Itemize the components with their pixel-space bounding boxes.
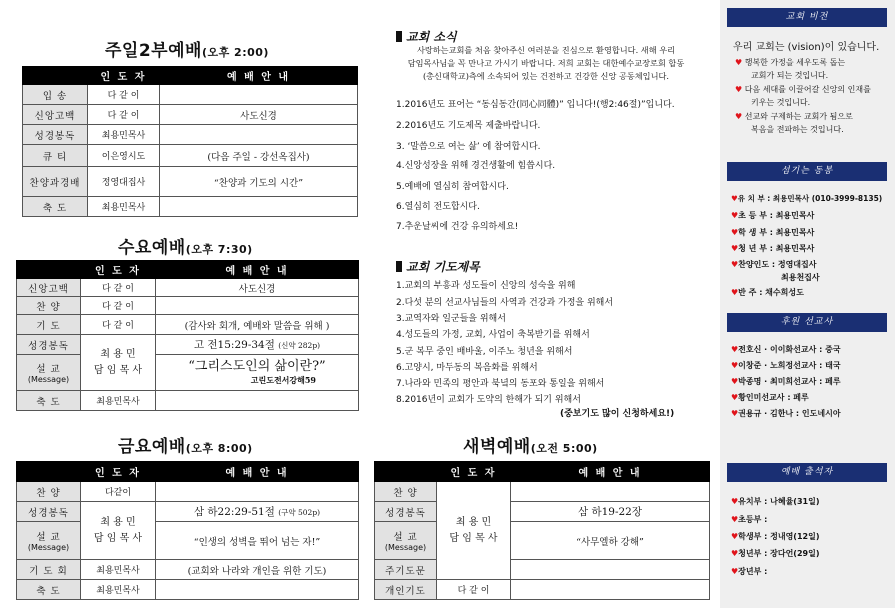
heart-icon: ♥	[731, 515, 739, 524]
row-info	[156, 297, 359, 315]
table-row	[23, 197, 358, 217]
label-sub: (Message)	[27, 375, 70, 384]
scripture-page: (구약 502p)	[278, 508, 321, 517]
row-label: 개인기도	[375, 580, 437, 600]
attendance-item: ♥학생부 : 정내영(12일)	[731, 532, 820, 541]
heart-icon: ♥	[735, 85, 743, 94]
row-leader: 다 같 이	[81, 297, 156, 315]
attendance-item: ♥초등부 :	[731, 515, 768, 524]
vision-item: ♥ 다음 세대를 이끌어갈 신앙의 인재를	[735, 85, 871, 94]
table-header	[17, 261, 359, 279]
scripture-page: (신약 282p)	[278, 341, 321, 350]
row-label: 찬 양	[17, 297, 81, 315]
row-leader: 다 같 이	[88, 105, 160, 125]
news-item: 2.2016년도 기도제목 제출바랍니다.	[396, 121, 541, 131]
heart-icon: ♥	[731, 288, 739, 297]
staff-item: ♥초 등 부 : 최용민목사	[731, 211, 815, 220]
table-header	[17, 462, 359, 482]
table-row	[17, 279, 359, 297]
heart-icon: ♥	[731, 532, 739, 541]
missionary-item: ♥권용규 · 김한나 : 인도네시아	[731, 409, 841, 418]
row-info	[160, 85, 358, 105]
heart-icon: ♥	[731, 393, 739, 402]
row-label: 신앙고백	[17, 279, 81, 297]
row-leader: 정영대집사	[88, 167, 160, 197]
table-row	[17, 560, 359, 580]
row-info: “찬양과 기도의 시간”	[160, 167, 358, 197]
table-row	[375, 522, 710, 560]
heart-icon: ♥	[731, 211, 739, 220]
row-label: 찬양과경배	[23, 167, 88, 197]
leader-role: 담 임 목 사	[93, 532, 143, 544]
merged-leader	[81, 335, 156, 391]
dawn-title	[463, 432, 598, 457]
header-leader: 인 도 자	[88, 67, 160, 85]
table-row	[23, 85, 358, 105]
sermon-title: “그리스도인의 삶이란?”	[188, 359, 326, 374]
row-info: (교회와 나라와 개인을 위한 기도)	[156, 560, 359, 580]
wednesday-title-text: 수요예배	[118, 238, 186, 258]
heart-icon: ♥	[731, 228, 739, 237]
friday-title-text: 금요예배	[118, 437, 186, 457]
table-row	[23, 145, 358, 167]
friday-table	[16, 461, 359, 600]
table-row	[17, 335, 359, 355]
row-label: 주기도문	[375, 560, 437, 580]
leader-name: 최 용 민	[100, 516, 136, 528]
news-item: 1.2016년도 표어는 “동심동간(同心同體)” 입니다!(행2:46절)”입니다.	[396, 100, 675, 110]
prayer-item: 6.고양시, 마두동의 복음화를 위해서	[396, 363, 538, 373]
news-item: 4.신앙성장을 위해 경건생활에 힘씁시다.	[396, 161, 556, 171]
sermon-title: “인생의 성벽을 뛰어 넘는 자!”	[156, 522, 359, 560]
heart-icon: ♥	[731, 549, 739, 558]
news-item: 3. ‘말씀으로 여는 삶’ 에 참여합시다.	[396, 142, 541, 152]
friday-time: (오후 8:00)	[185, 442, 253, 455]
row-label: 입 송	[23, 85, 88, 105]
sunday2-time: (오후 2:00)	[201, 46, 269, 59]
table-row	[17, 522, 359, 560]
heart-icon: ♥	[735, 58, 743, 67]
sunday2-title	[105, 36, 269, 61]
heart-icon: ♥	[731, 345, 739, 354]
attendance-item: ♥장년부 :	[731, 567, 768, 576]
dawn-title-text: 새벽예배	[463, 437, 531, 457]
prayer-item: 7.나라와 민족의 평안과 북녘의 동포와 통일을 위해서	[396, 379, 605, 389]
prayer-item: 5.군 복무 중인 배바울, 이주노 청년을 위해서	[396, 347, 573, 357]
prayer-item: 8.2016년이 교회가 도약의 한해가 되기 위해서	[396, 395, 581, 405]
prayer-item: 1.교회의 부흥과 성도들이 신앙의 성숙을 위해	[396, 281, 576, 291]
row-info: (감사와 회개, 예배와 말씀을 위해 )	[156, 315, 359, 335]
staff-band: 섬기는 동봉	[727, 162, 887, 181]
staff-item: ♥학 생 부 : 최용민목사	[731, 228, 815, 237]
missionary-item: ♥황인미선교사 : 페루	[731, 393, 809, 402]
vision-intro: 우리 교회는 (vision)이 있습니다.	[733, 42, 880, 53]
header-info: 예 배 안 내	[160, 67, 358, 85]
row-info	[156, 482, 359, 502]
row-info	[511, 580, 710, 600]
news-item: 7.추운날씨에 건강 유의하세요!	[396, 222, 519, 232]
row-label: 신앙고백	[23, 105, 88, 125]
leader-role: 담 임 목 사	[449, 532, 498, 544]
row-info	[511, 482, 710, 502]
table-row	[17, 502, 359, 522]
row-label: 축 도	[17, 391, 81, 411]
header-info: 예 배 안 내	[511, 462, 710, 482]
sunday2-title-text: 주일2부예배	[105, 41, 202, 61]
prayer-item: 3.교역자와 일군들을 위해서	[396, 314, 506, 324]
table-header	[375, 462, 710, 482]
vision-item: ♥ 선교와 구제하는 교회가 됨으로	[735, 112, 853, 121]
prayer-item: 2.다섯 분의 선교사님들의 사역과 건강과 가정을 위해서	[396, 298, 614, 308]
merged-leader	[437, 482, 511, 580]
heading-marker-icon	[396, 31, 402, 42]
label-sub: (Message)	[384, 543, 427, 552]
staff-item-cont: 최용천집사	[781, 273, 820, 282]
label-main: 설 교	[393, 532, 418, 543]
row-label	[17, 522, 81, 560]
intro-line: (총신대학교)측에 소속되어 있는 건전하고 건강한 신앙 공동체입니다.	[422, 71, 670, 81]
table-row	[23, 167, 358, 197]
table-row	[17, 391, 359, 411]
table-row	[23, 125, 358, 145]
row-label: 기 도 회	[17, 560, 81, 580]
row-label	[375, 522, 437, 560]
row-info	[160, 125, 358, 145]
merged-leader	[81, 502, 156, 560]
news-heading	[396, 28, 457, 45]
heart-icon: ♥	[731, 244, 739, 253]
news-intro	[380, 44, 712, 83]
header-leader: 인 도 자	[81, 462, 156, 482]
row-label: 큐 티	[23, 145, 88, 167]
table-row	[375, 560, 710, 580]
row-label: 성경봉독	[23, 125, 88, 145]
intro-line: 사랑하는교회를 처음 찾아주신 여러분을 진심으로 환영합니다. 새해 우리	[416, 45, 676, 55]
row-info	[160, 197, 358, 217]
row-info	[156, 391, 359, 411]
row-label: 찬 양	[17, 482, 81, 502]
scripture-ref: 삼 하19-22장	[511, 502, 710, 522]
intro-line: 담임목사님을 꼭 만나고 가시기 바랍니다. 저희 교회는 대한예수교장로회 합동	[407, 58, 685, 68]
table-row	[375, 580, 710, 600]
wednesday-table	[16, 260, 359, 411]
news-heading-text: 교회 소식	[406, 30, 457, 44]
header-leader: 인 도 자	[437, 462, 511, 482]
vision-item-cont: 키우는 것입니다.	[751, 98, 811, 107]
table-row	[375, 502, 710, 522]
table-row	[17, 482, 359, 502]
vision-item: ♥ 행복한 가정을 세우도록 돕는	[735, 58, 846, 67]
row-leader: 다같이	[81, 482, 156, 502]
row-info	[156, 335, 359, 355]
attendance-item: ♥청년부 : 장다언(29일)	[731, 549, 820, 558]
row-info: 사도신경	[156, 279, 359, 297]
row-label: 기 도	[17, 315, 81, 335]
attendance-band: 예배 출석자	[727, 463, 887, 482]
scripture-ref: 삼 하22:29-51절	[193, 506, 275, 518]
row-label: 찬 양	[375, 482, 437, 502]
row-label: 성경봉독	[17, 502, 81, 522]
missionary-item: ♥이창준 · 노희정선교사 : 태국	[731, 361, 841, 370]
table-row	[375, 482, 710, 502]
wednesday-time: (오후 7:30)	[185, 243, 253, 256]
row-label: 축 도	[23, 197, 88, 217]
staff-item: ♥찬양인도 : 정영대집사	[731, 260, 817, 269]
heart-icon: ♥	[731, 409, 739, 418]
table-row	[23, 105, 358, 125]
dawn-table	[374, 461, 710, 600]
heading-marker-icon	[396, 261, 402, 272]
vision-item-cont: 복음을 전파하는 것입니다.	[751, 125, 844, 134]
row-leader: 다 같 이	[437, 580, 511, 600]
sermon-series: 고린도전서강해59	[250, 375, 316, 385]
row-leader: 다 같 이	[88, 85, 160, 105]
table-row	[17, 315, 359, 335]
row-label: 성경봉독	[17, 335, 81, 355]
header-info: 예 배 안 내	[156, 462, 359, 482]
friday-title	[118, 432, 253, 457]
heart-icon: ♥	[731, 194, 738, 203]
prayer-item: 4.성도들의 가정, 교회, 사업이 축복받기를 위해서	[396, 330, 590, 340]
table-row	[17, 297, 359, 315]
table-header	[23, 67, 358, 85]
row-info	[511, 560, 710, 580]
missionary-band: 후원 선교사	[727, 313, 887, 332]
sunday2-table	[22, 66, 358, 217]
row-label: 축 도	[17, 580, 81, 600]
prayer-note: (중보기도 많이 신청하세요!)	[560, 409, 675, 419]
row-leader: 다 같 이	[81, 279, 156, 297]
heart-icon: ♥	[731, 567, 739, 576]
row-info: 사도신경	[160, 105, 358, 125]
staff-item: ♥반 주 : 채수희성도	[731, 288, 804, 297]
row-info	[156, 580, 359, 600]
row-leader: 최용민목사	[88, 125, 160, 145]
row-info: (다음 주일 - 강선옥집사)	[160, 145, 358, 167]
leader-name: 최 용 민	[100, 348, 136, 360]
row-leader: 다 같 이	[81, 315, 156, 335]
staff-item: ♥유 치 부 : 최용민목사 (010-3999-8135)	[731, 194, 883, 203]
missionary-item: ♥박종명 · 최미희선교사 : 페루	[731, 377, 841, 386]
prayer-heading	[396, 258, 480, 275]
leader-name: 최 용 민	[455, 516, 492, 528]
row-info	[156, 355, 359, 391]
vision-item-cont: 교회가 되는 것입니다.	[751, 71, 829, 80]
news-item: 6.열심히 전도합시다.	[396, 202, 480, 212]
row-label	[17, 355, 81, 391]
prayer-heading-text: 교회 기도제목	[406, 260, 480, 274]
row-leader: 이은영시도	[88, 145, 160, 167]
sermon-title: “사무엘하 강해”	[511, 522, 710, 560]
header-leader: 인 도 자	[81, 261, 156, 279]
header-info: 예 배 안 내	[156, 261, 359, 279]
row-leader: 최용민목사	[88, 197, 160, 217]
row-info	[156, 502, 359, 522]
wednesday-title	[118, 233, 253, 258]
label-main: 설 교	[36, 364, 61, 375]
row-leader: 최용민목사	[81, 580, 156, 600]
heart-icon: ♥	[731, 377, 739, 386]
leader-role: 담 임 목 사	[93, 364, 143, 376]
table-row	[17, 580, 359, 600]
heart-icon: ♥	[731, 497, 739, 506]
scripture-ref: 고 전15:29-34절	[193, 339, 275, 351]
dawn-time: (오전 5:00)	[530, 442, 598, 455]
label-main: 설 교	[36, 532, 61, 543]
heart-icon: ♥	[735, 112, 743, 121]
heart-icon: ♥	[731, 260, 739, 269]
table-row	[17, 355, 359, 391]
news-item: 5.예배에 열심히 참여합시다.	[396, 182, 509, 192]
missionary-item: ♥전호신 · 이이화선교사 : 중국	[731, 345, 841, 354]
staff-item: ♥청 년 부 : 최용민목사	[731, 244, 815, 253]
heart-icon: ♥	[731, 361, 739, 370]
attendance-item: ♥유치부 : 나혜율(31일)	[731, 497, 820, 506]
row-leader: 최용민목사	[81, 560, 156, 580]
row-label: 성경봉독	[375, 502, 437, 522]
vision-band: 교회 비전	[727, 8, 887, 27]
row-leader: 최용민목사	[81, 391, 156, 411]
label-sub: (Message)	[27, 543, 70, 552]
